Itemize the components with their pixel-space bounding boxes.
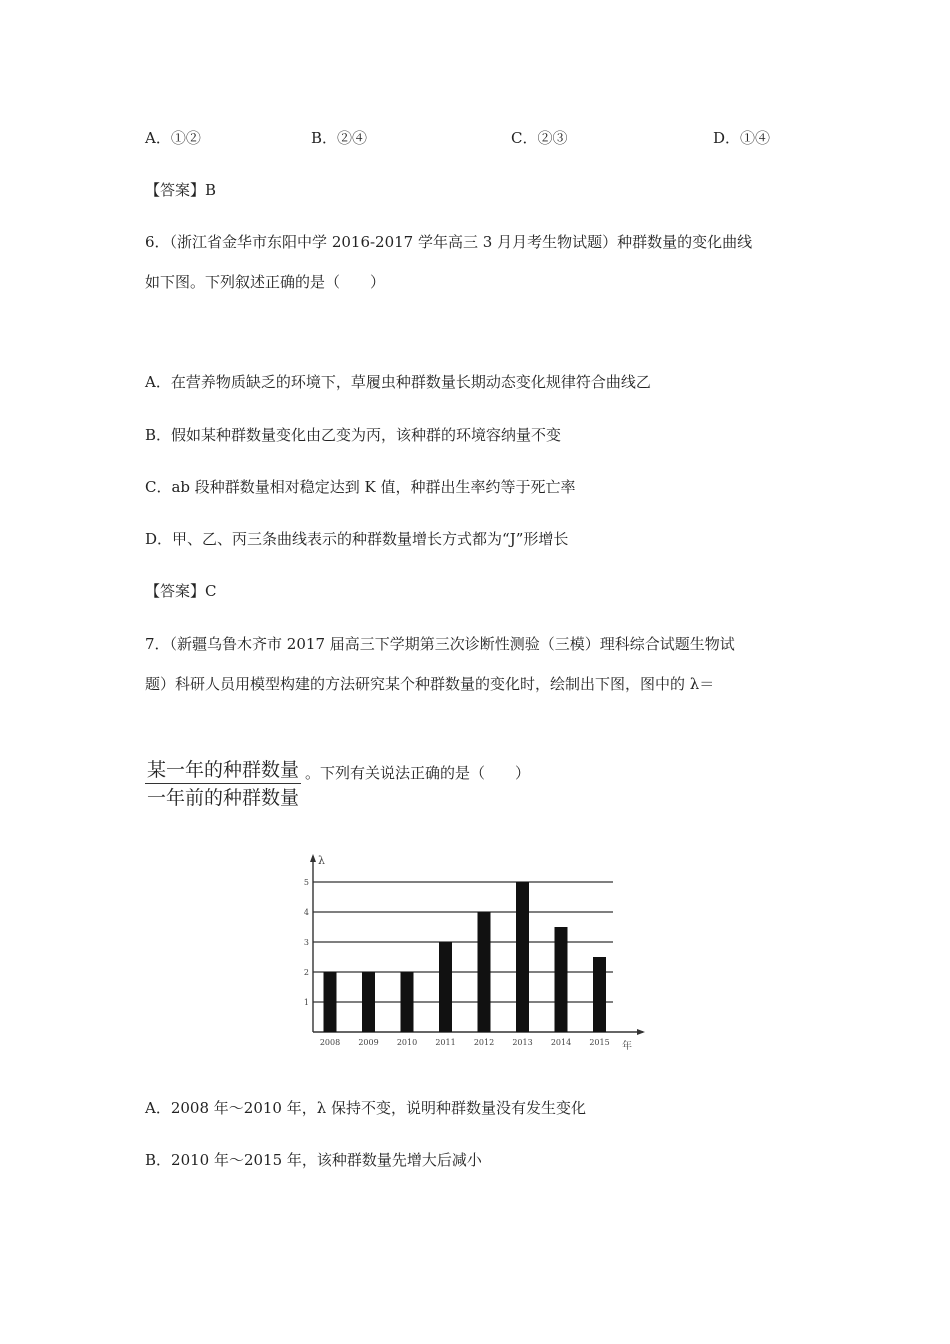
- q7-option-a: A．2008 年～2010 年，λ 保持不变，说明种群数量没有发生变化: [145, 1099, 586, 1117]
- fraction-denominator: 一年前的种群数量: [147, 787, 300, 809]
- y-tick-label: 2: [303, 968, 309, 977]
- bar-2014: [555, 927, 568, 1032]
- bar-2008: [324, 972, 337, 1032]
- bar-2015: [593, 957, 606, 1032]
- x-tick-label: 2011: [435, 1038, 456, 1047]
- x-axis-label: 年: [622, 1041, 632, 1052]
- bar-2010: [401, 972, 414, 1032]
- bar-2013: [516, 882, 529, 1032]
- y-tick-label: 4: [303, 908, 309, 917]
- x-tick-label: 2014: [550, 1038, 572, 1047]
- q7-stem-line1: 7．（新疆乌鲁木齐市 2017 届高三下学期第三次诊断性测验（三模）理科综合试题生物试: [145, 635, 735, 653]
- q6-stem-line2: 如下图。下列叙述正确的是（ ）: [145, 273, 386, 291]
- y-tick-label: 3: [303, 938, 309, 947]
- y-axis-label: λ: [318, 854, 325, 867]
- q5-option-a: A．①②: [145, 129, 201, 147]
- x-tick-label: 2015: [589, 1038, 610, 1047]
- y-axis-arrow: [310, 854, 316, 862]
- bar-2012: [478, 912, 491, 1032]
- q6-option-a: A．在营养物质缺乏的环境下，草履虫种群数量长期动态变化规律符合曲线乙: [145, 373, 651, 391]
- x-tick-label: 2012: [473, 1038, 495, 1047]
- q6-option-d: D．甲、乙、丙三条曲线表示的种群数量增长方式都为“J”形增长: [145, 530, 569, 548]
- lambda-bar-chart: [293, 848, 663, 1058]
- x-axis-arrow: [637, 1029, 645, 1035]
- q6-stem-line1: 6．（浙江省金华市东阳中学 2016-2017 学年高三 3 月月考生物试题）种群数量的变化曲线: [145, 233, 753, 251]
- x-tick-label: 2008: [319, 1038, 341, 1047]
- x-tick-label: 2010: [396, 1038, 418, 1047]
- q7-option-b: B．2010 年～2015 年，该种群数量先增大后减小: [145, 1151, 482, 1169]
- x-tick-label: 2013: [512, 1038, 533, 1047]
- q6-answer: 【答案】C: [145, 582, 217, 600]
- q5-answer: 【答案】B: [145, 181, 217, 199]
- bar-2011: [439, 942, 452, 1032]
- q5-option-c: C．②③: [511, 129, 568, 147]
- q6-option-b: B．假如某种群数量变化由乙变为丙，该种群的环境容纳量不变: [145, 426, 562, 444]
- q5-option-d: D．①④: [713, 129, 771, 147]
- q6-option-c: C．ab 段种群数量相对稳定达到 K 值，种群出生率约等于死亡率: [145, 478, 576, 496]
- q7-stem-line2: 题）科研人员用模型构建的方法研究某个种群数量的变化时，绘制出下图，图中的 λ＝: [145, 675, 715, 693]
- q5-option-b: B．②④: [311, 129, 368, 147]
- q7-stem-tail: 。下列有关说法正确的是（ ）: [305, 764, 531, 782]
- x-tick-label: 2009: [358, 1038, 379, 1047]
- y-tick-label: 5: [303, 878, 309, 887]
- y-tick-label: 1: [303, 998, 309, 1007]
- bar-2009: [362, 972, 375, 1032]
- fraction-numerator: 某一年的种群数量: [145, 758, 301, 784]
